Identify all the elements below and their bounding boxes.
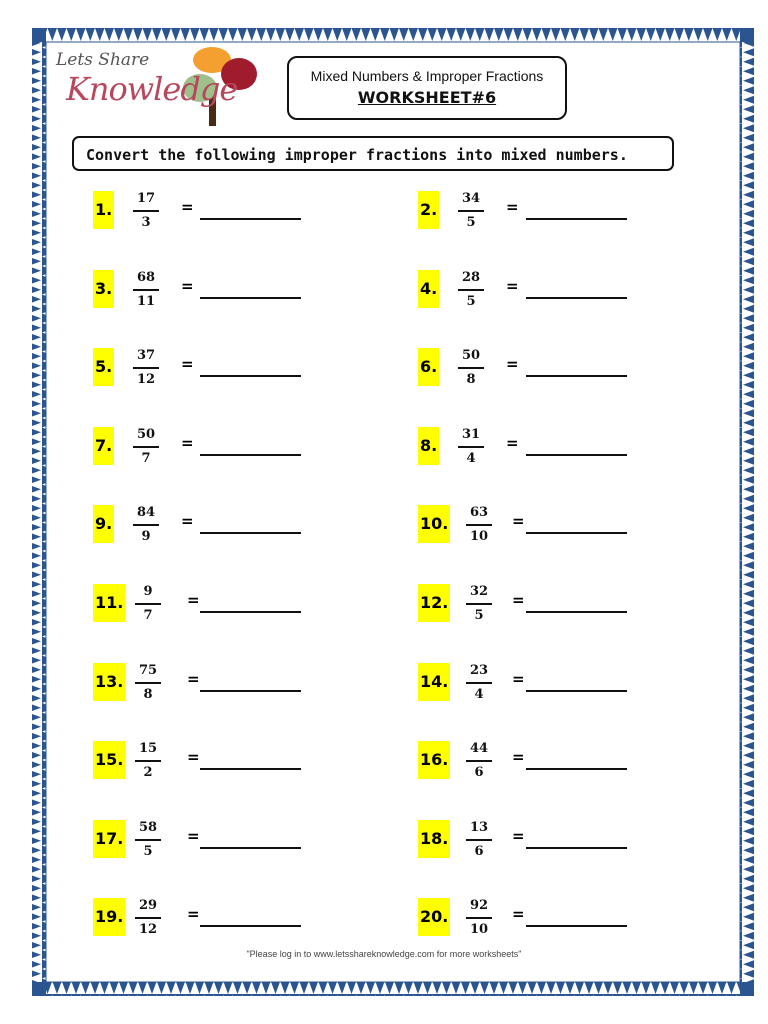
answer-blank[interactable] [526,454,627,456]
numerator: 50 [133,426,159,448]
problem-item [418,897,678,937]
fraction [135,897,161,939]
problem-item [93,897,353,937]
denominator: 8 [466,372,476,388]
equals-sign: = [181,198,194,216]
numerator: 32 [466,583,492,605]
answer-blank[interactable] [526,218,627,220]
denominator: 4 [466,450,476,466]
fraction [466,583,492,625]
numerator: 92 [466,897,492,919]
problem-number: 3. [93,270,114,308]
equals-sign: = [512,905,525,924]
numerator: 58 [135,819,161,841]
fraction [135,740,161,782]
equals-sign: = [181,433,194,452]
problem-item [418,583,678,623]
fraction [458,426,484,468]
problem-number: 5. [93,348,114,386]
problem-item [418,504,678,544]
fraction [466,897,492,939]
problem-number: 20. [418,898,450,936]
fraction [458,269,484,311]
denominator: 2 [143,765,153,781]
fraction [135,662,161,704]
logo [52,44,262,130]
numerator: 68 [133,269,159,291]
answer-blank[interactable] [526,690,627,692]
numerator: 31 [458,426,484,448]
answer-blank[interactable] [526,768,627,770]
problem-number: 11. [93,584,125,622]
denominator: 12 [138,922,158,938]
problem-number: 2. [418,191,439,229]
title-box [287,56,567,120]
answer-blank[interactable] [200,454,301,456]
problem-number: 4. [418,270,439,308]
answer-blank[interactable] [526,925,627,927]
numerator: 37 [133,347,159,369]
answer-blank[interactable] [526,375,627,377]
answer-blank[interactable] [526,847,627,849]
equals-sign: = [512,826,525,845]
denominator: 7 [141,450,151,466]
equals-sign: = [181,276,194,295]
denominator: 7 [143,608,153,623]
numerator: 34 [458,190,484,212]
denominator: 12 [136,372,156,388]
denominator: 5 [466,293,476,309]
denominator: 10 [469,922,489,938]
denominator: 9 [141,529,151,545]
problem-item [418,662,678,702]
equals-sign: = [512,591,525,609]
fraction [133,347,159,389]
fraction [466,740,492,782]
problem-item [418,347,678,387]
answer-blank[interactable] [200,768,301,770]
denominator: 4 [474,686,484,702]
numerator: 29 [135,897,161,919]
logo-text-top: Lets Share [56,50,150,70]
equals-sign: = [187,748,200,767]
numerator: 28 [458,269,484,291]
answer-blank[interactable] [200,218,301,220]
fraction [458,190,484,232]
problem-item [93,190,353,230]
problem-number: 6. [418,348,439,386]
fraction [466,819,492,861]
fraction [466,504,492,546]
equals-sign: = [512,669,525,688]
answer-blank[interactable] [526,532,627,534]
answer-blank[interactable] [200,375,301,377]
problem-number: 17. [93,820,125,858]
problem-item [93,583,353,623]
equals-sign: = [181,355,194,374]
problem-number: 19. [93,898,125,936]
denominator: 3 [141,215,151,230]
fraction [458,347,484,389]
fraction [135,819,161,861]
worksheet-subtitle: Mixed Numbers & Improper Fractions [310,68,544,84]
equals-sign: = [506,198,519,216]
denominator: 8 [143,686,153,702]
problem-number: 9. [93,505,114,543]
problem-item [93,269,353,309]
problem-item [418,426,678,466]
numerator: 84 [133,504,159,526]
problem-number: 12. [418,584,450,622]
problem-number: 14. [418,663,450,701]
problem-number: 16. [418,741,450,779]
answer-blank[interactable] [200,532,301,534]
denominator: 6 [474,843,484,859]
problem-number: 1. [93,191,114,229]
problem-number: 18. [418,820,450,858]
denominator: 11 [136,293,156,309]
equals-sign: = [187,591,200,609]
numerator: 50 [458,347,484,369]
fraction [133,190,159,232]
problem-item [418,269,678,309]
fraction [133,426,159,468]
denominator: 6 [474,765,484,781]
numerator: 75 [135,662,161,684]
fraction [466,662,492,704]
numerator: 13 [466,819,492,841]
problem-number: 7. [93,427,114,465]
problem-item [93,504,353,544]
denominator: 5 [466,215,476,230]
equals-sign: = [506,276,519,295]
problem-item [93,740,353,780]
equals-sign: = [187,826,200,845]
answer-blank[interactable] [526,297,627,299]
answer-blank[interactable] [200,611,301,613]
problem-number: 13. [93,663,125,701]
numerator: 63 [466,504,492,526]
footer-note: "Please log in to www.letsshareknowledge.com for more worksheets" [246,949,522,959]
fraction [133,269,159,311]
logo-text-main: Knowledge [66,70,238,108]
equals-sign: = [181,512,194,531]
problem-item [93,347,353,387]
equals-sign: = [187,669,200,688]
problem-item [418,190,678,230]
worksheet-title: WORKSHEET#6 [357,88,497,107]
answer-blank[interactable] [200,690,301,692]
instruction: Convert the following improper fractions into mixed numbers. [72,136,674,171]
equals-sign: = [506,355,519,374]
problem-item [418,740,678,780]
equals-sign: = [512,748,525,767]
answer-blank[interactable] [200,925,301,927]
denominator: 5 [474,608,484,623]
answer-blank[interactable] [200,297,301,299]
numerator: 15 [135,740,161,762]
numerator: 9 [135,583,161,605]
numerator: 23 [466,662,492,684]
problem-item [93,819,353,859]
denominator: 5 [143,843,153,859]
equals-sign: = [512,512,525,531]
answer-blank[interactable] [526,611,627,613]
denominator: 10 [469,529,489,545]
problem-item [93,426,353,466]
fraction [133,504,159,546]
problem-item [93,662,353,702]
problem-item [418,819,678,859]
equals-sign: = [187,905,200,924]
fraction [135,583,161,625]
equals-sign: = [506,433,519,452]
problem-number: 8. [418,427,439,465]
problem-number: 10. [418,505,450,543]
answer-blank[interactable] [200,847,301,849]
problem-number: 15. [93,741,125,779]
numerator: 44 [466,740,492,762]
numerator: 17 [133,190,159,212]
